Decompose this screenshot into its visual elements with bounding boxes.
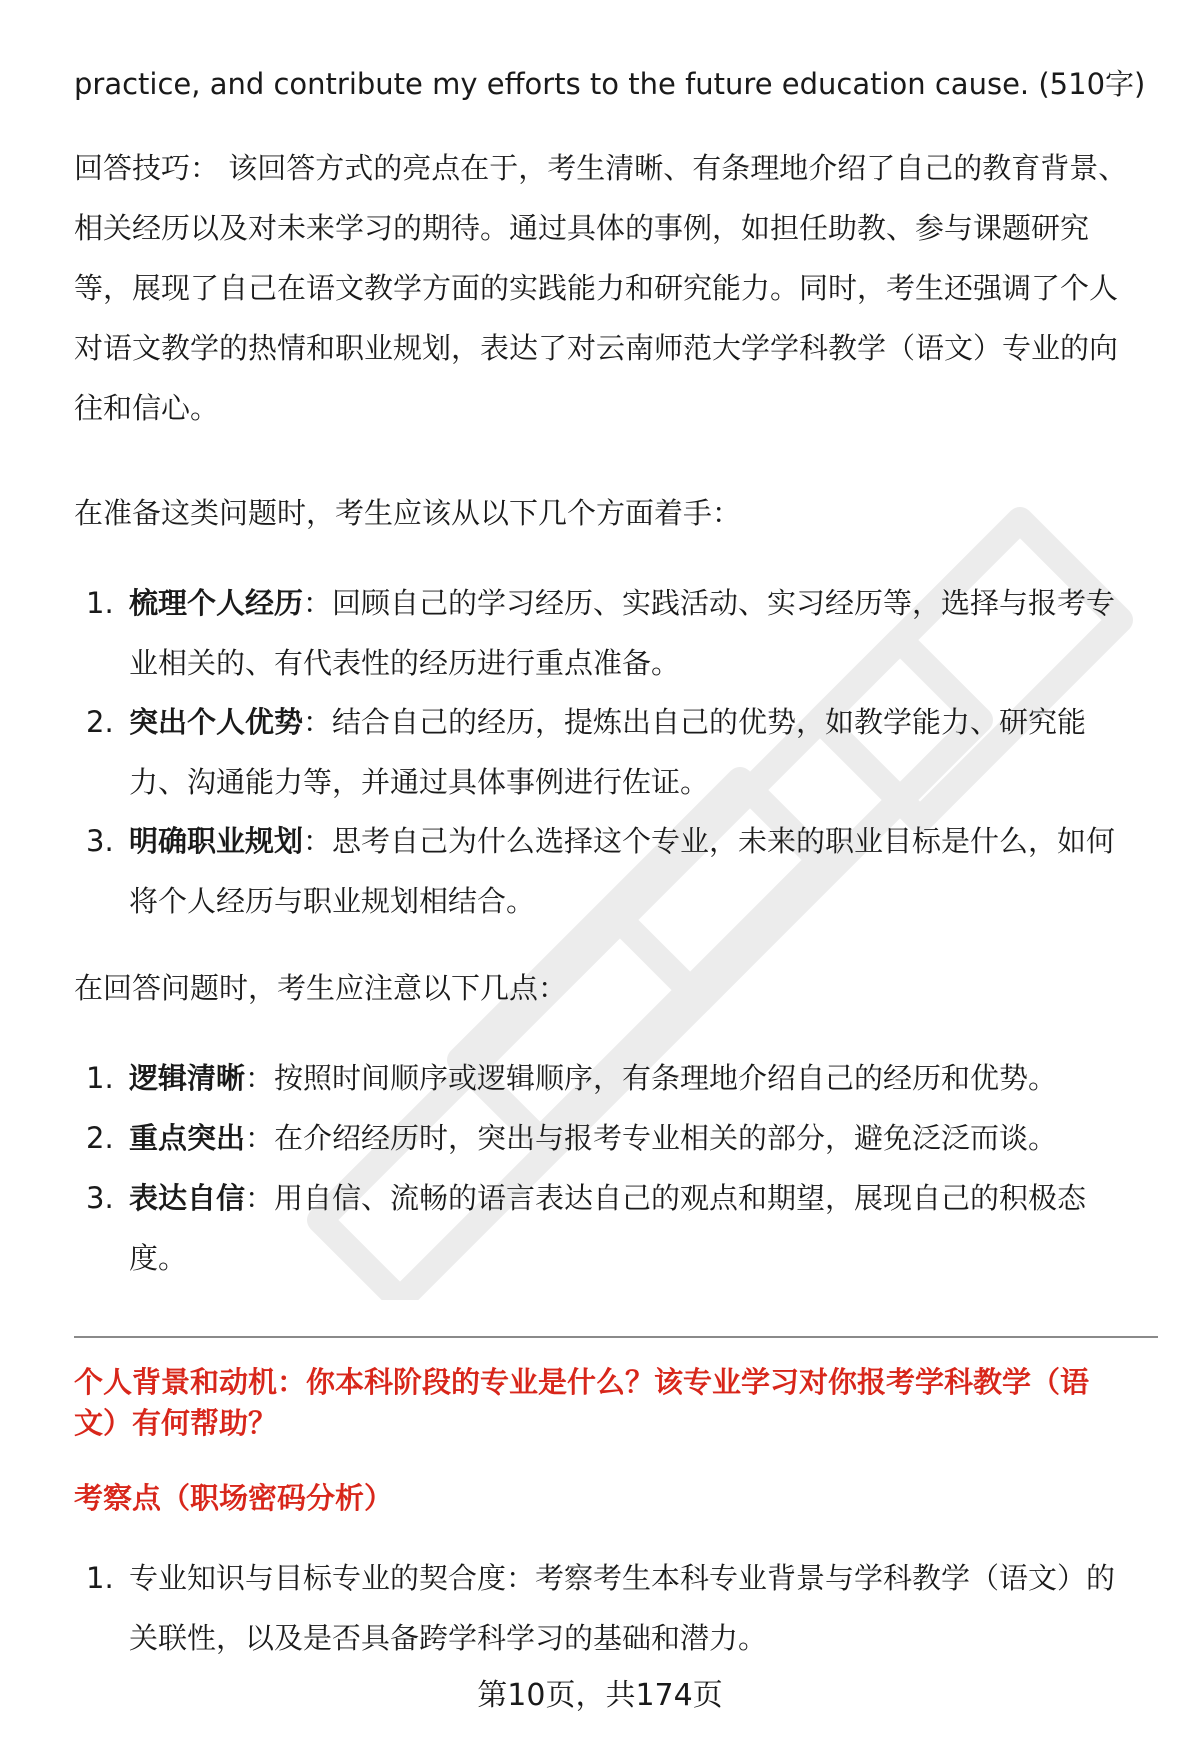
- intro-line: practice, and contribute my efforts to the future education cause. (510字): [74, 67, 1146, 101]
- list-number: 1.: [86, 1061, 114, 1095]
- list-number: 3.: [86, 1181, 114, 1215]
- list-item-title: 突出个人优势: [129, 705, 304, 739]
- focus-heading: 考察点（职场密码分析）: [74, 1481, 394, 1515]
- list-item-text: ：按照时间顺序或逻辑顺序，有条理地介绍自己的经历和优势。: [245, 1061, 1058, 1095]
- list-item-title: 表达自信: [129, 1181, 246, 1215]
- list-item-title: 梳理个人经历: [129, 586, 304, 620]
- list-item-text: 将个人经历与职业规划相结合。: [129, 884, 536, 918]
- document-page: [74, 0, 1154, 1755]
- question-line: 文）有何帮助？: [74, 1406, 278, 1440]
- list-item-text: 力、沟通能力等，并通过具体事例进行佐证。: [129, 765, 710, 799]
- list-item-text: ：回顾自己的学习经历、实践活动、实习经历等，选择与报考专: [303, 586, 1116, 620]
- page-footer: 第10页，共174页: [477, 1678, 723, 1713]
- list-item-text: ：用自信、流畅的语言表达自己的观点和期望，展现自己的积极态: [245, 1181, 1087, 1215]
- list-item-text: ：结合自己的经历，提炼出自己的优势，如教学能力、研究能: [303, 705, 1087, 739]
- tip-line: 往和信心。: [74, 391, 220, 425]
- section-divider: [74, 1336, 1158, 1338]
- list-number: 1.: [86, 586, 114, 620]
- tip-line: 等，展现了自己在语文教学方面的实践能力和研究能力。同时，考生还强调了个人: [74, 271, 1119, 305]
- list-number: 1.: [86, 1561, 114, 1595]
- tip-paragraph: [74, 138, 1154, 438]
- answer-heading: 在回答问题时，考生应注意以下几点：: [74, 971, 568, 1005]
- list-number: 2.: [86, 705, 114, 739]
- tip-line: 相关经历以及对未来学习的期待。通过具体的事例，如担任助教、参与课题研究: [74, 211, 1090, 245]
- list-number: 3.: [86, 824, 114, 858]
- list-item-text: 业相关的、有代表性的经历进行重点准备。: [129, 646, 681, 680]
- list-item-title: 明确职业规划: [129, 824, 304, 858]
- list-item-title: 重点突出: [129, 1121, 246, 1155]
- list-item-text: ：在介绍经历时，突出与报考专业相关的部分，避免泛泛而谈。: [245, 1121, 1058, 1155]
- list-item-text: 度。: [129, 1241, 188, 1275]
- tip-line: 对语文教学的热情和职业规划，表达了对云南师范大学学科教学（语文）专业的向: [74, 331, 1119, 365]
- list-item-text: 关联性，以及是否具备跨学科学习的基础和潜力。: [129, 1621, 768, 1655]
- question-line: 个人背景和动机：你本科阶段的专业是什么？该专业学习对你报考学科教学（语: [74, 1365, 1090, 1399]
- list-item-text: 专业知识与目标专业的契合度：考察考生本科专业背景与学科教学（语文）的: [129, 1561, 1116, 1595]
- list-item-text: ：思考自己为什么选择这个专业，未来的职业目标是什么，如何: [303, 824, 1116, 858]
- prepare-heading: 在准备这类问题时，考生应该从以下几个方面着手：: [74, 496, 742, 530]
- list-item-title: 逻辑清晰: [129, 1061, 246, 1095]
- tip-line: 回答技巧： 该回答方式的亮点在于，考生清晰、有条理地介绍了自己的教育背景、: [74, 151, 1128, 185]
- list-number: 2.: [86, 1121, 114, 1155]
- question-heading: [74, 1362, 1154, 1444]
